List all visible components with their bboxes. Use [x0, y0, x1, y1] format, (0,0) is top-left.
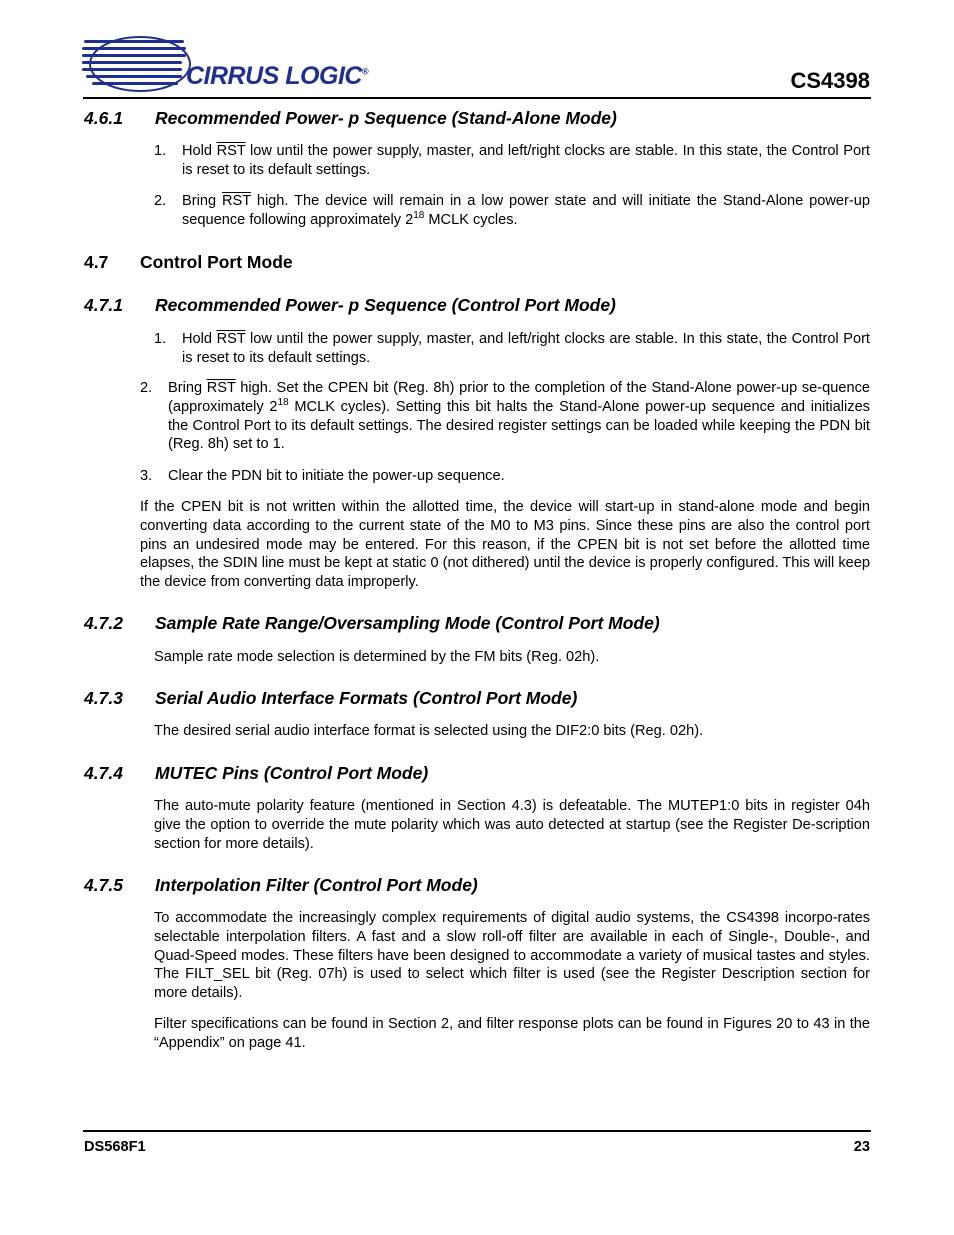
- paragraph: The desired serial audio interface format is selected using the DIF2:0 bits (Reg. 02h).: [154, 723, 704, 739]
- header-rule: [83, 97, 871, 99]
- section-heading-4-7-3: 4.7.3 Serial Audio Interface Formats (Control Port Mode): [84, 688, 578, 708]
- section-heading-4-7-2: 4.7.2 Sample Rate Range/Oversampling Mode (Control Port Mode): [84, 613, 660, 633]
- section-heading-4-7: 4.7 Control Port Mode: [84, 252, 293, 272]
- section-heading-4-7-5: 4.7.5 Interpolation Filter (Control Port Mode): [84, 875, 478, 895]
- paragraph: If the CPEN bit is not written within the allotted time, the device will start-up in stand-alone mode and begin converting data according to the current state of the M0 to M3 pins. Since these pins are also the control port pins an undesired mode may be entered. For this reason, if the CPEN bit is not set before the allotted time elapses, the SDIN line must be kept at static 0 (not dithered) until the device is properly configured. This will keep the device from converting data improperly.: [140, 499, 870, 591]
- footer-rule: [83, 1130, 871, 1132]
- paragraph: Sample rate mode selection is determined by the FM bits (Reg. 02h).: [154, 649, 600, 665]
- document-id: DS568F1: [84, 1139, 146, 1155]
- page-number: 23: [853, 1139, 870, 1155]
- datasheet-page: CIRRUS LOGIC® CS4398 4.6.1 Recommended Power- p Sequence (Stand-Alone Mode) 1. Hold $\overline{RST}$ low until the power supply, master, and left/right clocks are stable. In this state, the Control Port is reset to its default settings. 2. Bring $\overline{RST}$ high. The device will remain in a low power state and will initiate the Stand-Alone power-up sequence following approximately $2^{18}$ MCLK cycles. 4.7 Control Port Mode 4.7.1 Recommended Power- p Sequence (Control Port Mode) 1. Hold $\overline{RST}$ low until the power supply, master, and left/right clocks are stable. In this state, the Control Port is reset to its default settings. 2. Bring $\overline{RST}$ high. Set the CPEN bit (Reg. 8h) prior to the completion of the Stand-Alone power-up se-quence (approximately $2^{18}$ MCLK cycles). Setting this bit halts the Stand-Alone power-up sequence and initializes the Control Port to its default settings. The desired register settings can be loaded while keeping the PDN bit (Reg. 8h) set to 1. 3. Clear the PDN bit to initiate the power-up sequence. If the CPEN bit is not written within the allotted time, the device will start-up in stand-alone mode and begin converting data according to the current state of the M0 to M3 pins. Since these pins are also the control port pins an undesired mode may be entered. For this reason, if the CPEN bit is not set before the allotted time elapses, the SDIN line must be kept at static 0 (not dithered) until the device is properly configured. This will keep the device from converting data improperly. 4.7.2 Sample Rate Range/Oversampling Mode (Control Port Mode) Sample rate mode selection is determined by the FM bits (Reg. 02h). 4.7.3 Serial Audio Interface Formats (Control Port Mode) The desired serial audio interface format is selected using the DIF2:0 bits (Reg. 02h). 4.7.4 MUTEC Pins (Control Port Mode) The auto-mute polarity feature (mentioned in Section 4.3) is defeatable. The MUTEP1:0 bits in register 04h give the option to override the mute polarity which was auto detected at startup (see the Register De-scription section for more details). 4.7.5 Interpolation Filter (Control Port Mode) To accommodate the increasingly complex requirements of digital audio systems, the CS4398 incorpo-rates selectable interpolation filters. A fast and a slow roll-off filter are available in each of Single-, Double-, and Quad-Speed modes. These filters have been designed to accommodate a variety of musical tastes and styles. The FILT_SEL bit (Reg. 07h) is used to select which filter is used (see the Register Description section for more details). Filter specifications can be found in Section 2, and filter response plots can be found in Figures 20 to 43 in the “Appendix” on page 41. DS568F1 23: [0, 0, 954, 1235]
- logo-wordmark: CIRRUS LOGIC®: [186, 62, 369, 90]
- section-heading-4-7-1: 4.7.1 Recommended Power- p Sequence (Control Port Mode): [84, 295, 616, 315]
- paragraph: Filter specifications can be found in Section 2, and filter response plots can be found in Figures 20 to 43 in the “Appendix” on page 41.: [154, 1016, 870, 1051]
- part-number: CS4398: [790, 68, 870, 93]
- paragraph: The auto-mute polarity feature (mentioned in Section 4.3) is defeatable. The MUTEP1:0 bits in register 04h give the option to override the mute polarity which was auto detected at startup (see the Register De-scription section for more details).: [154, 798, 870, 852]
- paragraph: To accommodate the increasingly complex requirements of digital audio systems, the CS4398 incorpo-rates selectable interpolation filters. A fast and a slow roll-off filter are available in each of Single-, Double-, and Quad-Speed modes. These filters have been designed to accommodate a variety of musical tastes and styles. The FILT_SEL bit (Reg. 07h) is used to select which filter is used (see the Register Description section for more details).: [154, 910, 870, 1002]
- section-heading-4-6-1: 4.6.1 Recommended Power- p Sequence (Stand-Alone Mode): [84, 108, 617, 128]
- section-heading-4-7-4: 4.7.4 MUTEC Pins (Control Port Mode): [84, 763, 429, 783]
